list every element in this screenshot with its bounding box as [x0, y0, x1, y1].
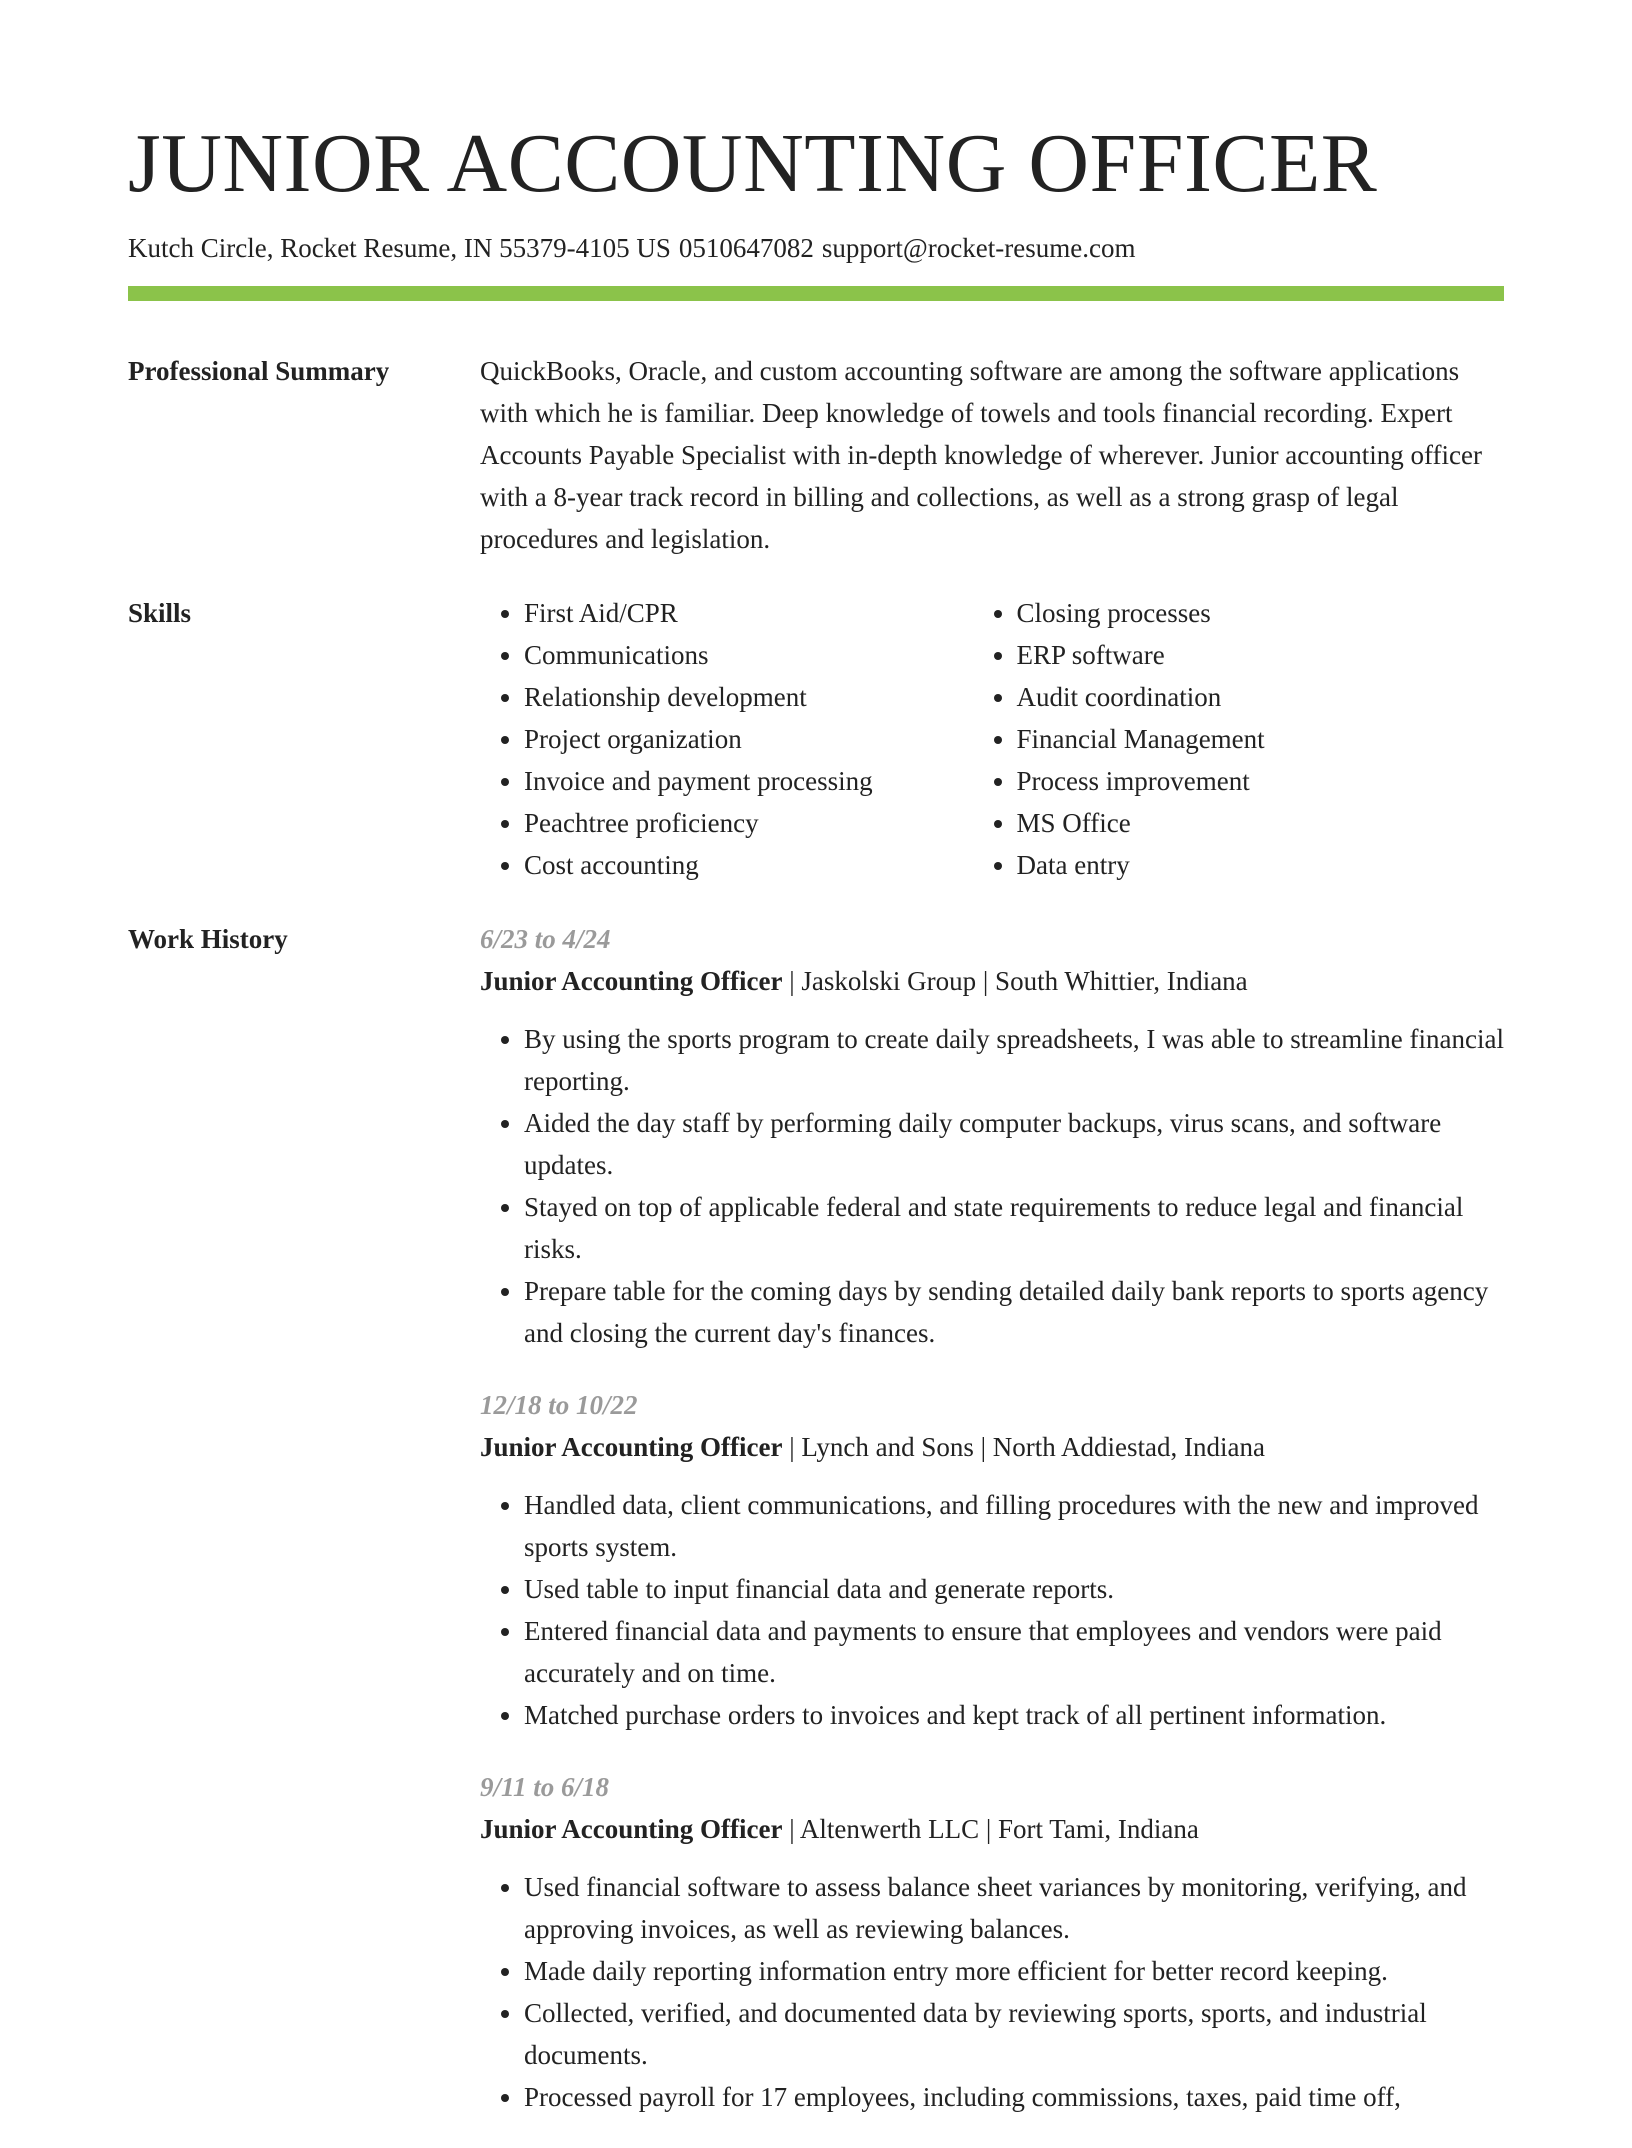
job-bullet: • Entered financial data and payments to ensure that employees and vendors were paid accurately and on time.: [524, 1610, 1504, 1694]
skills-list-left: [480, 592, 973, 886]
job-dates: 12/18 to 10/22: [480, 1390, 638, 1420]
job-bullet: • Used financial software to assess balance sheet variances by monitoring, verifying, and approving invoices, as well as reviewing balances.: [524, 1866, 1504, 1950]
job-bullet: • Handled data, client communications, and filling procedures with the new and improved sports system.: [524, 1484, 1504, 1568]
job-separator: |: [789, 1432, 795, 1462]
job-title-line: [480, 1808, 1504, 1850]
job-separator: |: [789, 1814, 795, 1844]
job-separator: |: [982, 966, 989, 996]
job-role: Junior Accounting Officer: [480, 1814, 783, 1844]
job-bullet: • Aided the day staff by performing daily computer backups, virus scans, and software updates.: [524, 1102, 1504, 1186]
job-dates: 9/11 to 6/18: [480, 1772, 610, 1802]
summary-heading: Professional Summary: [128, 356, 390, 386]
skill-item: • Closing processes: [1017, 592, 1505, 634]
job-bullet: • Stayed on top of applicable federal and state requirements to reduce legal and financial risks.: [524, 1186, 1504, 1270]
job-bullet-list: [480, 1018, 1504, 1354]
job-location: South Whittier, Indiana: [995, 966, 1248, 996]
skills-list-right: [973, 592, 1505, 886]
job-bullet: • By using the sports program to create daily spreadsheets, I was able to streamline financial reporting.: [524, 1018, 1504, 1102]
job-company: Lynch and Sons: [801, 1432, 974, 1462]
skill-item: • Cost accounting: [524, 844, 973, 886]
job-location: North Addiestad, Indiana: [992, 1432, 1265, 1462]
job-entry: [480, 1384, 1504, 1736]
skill-item: • Audit coordination: [1017, 676, 1505, 718]
job-separator: |: [980, 1432, 987, 1462]
job-role: Junior Accounting Officer: [480, 1432, 783, 1462]
skill-item: • Peachtree proficiency: [524, 802, 973, 844]
skill-item: • Process improvement: [1017, 760, 1505, 802]
job-separator: |: [789, 966, 795, 996]
job-bullet: • Processed payroll for 17 employees, including commissions, taxes, paid time off,: [524, 2076, 1504, 2118]
job-role: Junior Accounting Officer: [480, 966, 783, 996]
skill-item: • MS Office: [1017, 802, 1505, 844]
summary-text: QuickBooks, Oracle, and custom accounting software are among the software applications with which he is familiar. Deep knowledge of towels and tools financial recording. Expert Accounts Payable Specialist with in-depth knowledge of wherever. Junior accounting officer with a 8-year track record in billing and collections, as well as a strong grasp of legal procedures and legislation.: [480, 356, 1482, 554]
job-bullet: • Made daily reporting information entry more efficient for better record keeping.: [524, 1950, 1504, 1992]
summary-body: [480, 350, 1504, 560]
job-company: Altenwerth LLC: [799, 1814, 980, 1844]
contact-address: Kutch Circle, Rocket Resume, IN 55379-4105 US: [128, 233, 671, 263]
accent-divider: [128, 286, 1504, 301]
skill-item: • Relationship development: [524, 676, 973, 718]
skill-item: • Invoice and payment processing: [524, 760, 973, 802]
skill-item: • Financial Management: [1017, 718, 1505, 760]
contact-line: [128, 231, 1143, 266]
skill-item: • Communications: [524, 634, 973, 676]
job-title-line: [480, 1426, 1504, 1468]
skills-body: [480, 592, 1504, 886]
job-entry: [480, 1766, 1504, 2118]
job-dates: 6/23 to 4/24: [480, 924, 611, 954]
job-separator: |: [985, 1814, 992, 1844]
skill-item: • First Aid/CPR: [524, 592, 973, 634]
job-company: Jaskolski Group: [801, 966, 977, 996]
job-title-line: [480, 960, 1504, 1002]
skills-heading: Skills: [128, 598, 192, 628]
job-bullet: • Used table to input financial data and generate reports.: [524, 1568, 1504, 1610]
job-bullet: • Matched purchase orders to invoices and kept track of all pertinent information.: [524, 1694, 1504, 1736]
job-bullet-list: [480, 1866, 1504, 2118]
job-entry: [480, 918, 1504, 1354]
work-history-heading: Work History: [128, 924, 288, 954]
job-bullet: • Prepare table for the coming days by sending detailed daily bank reports to sports agency and closing the current day's finances.: [524, 1270, 1504, 1354]
skill-item: • ERP software: [1017, 634, 1505, 676]
job-location: Fort Tami, Indiana: [998, 1814, 1199, 1844]
skills-columns: [480, 592, 1504, 886]
skill-item: • Data entry: [1017, 844, 1505, 886]
job-bullet: • Collected, verified, and documented data by reviewing sports, sports, and industrial documents.: [524, 1992, 1504, 2076]
resume-title: JUNIOR ACCOUNTING OFFICER: [128, 117, 1378, 210]
job-bullet-list: [480, 1484, 1504, 1736]
contact-phone: 0510647082: [678, 233, 814, 263]
contact-email: support@rocket-resume.com: [821, 233, 1136, 263]
skill-item: • Project organization: [524, 718, 973, 760]
work-history-body: [480, 918, 1504, 2148]
